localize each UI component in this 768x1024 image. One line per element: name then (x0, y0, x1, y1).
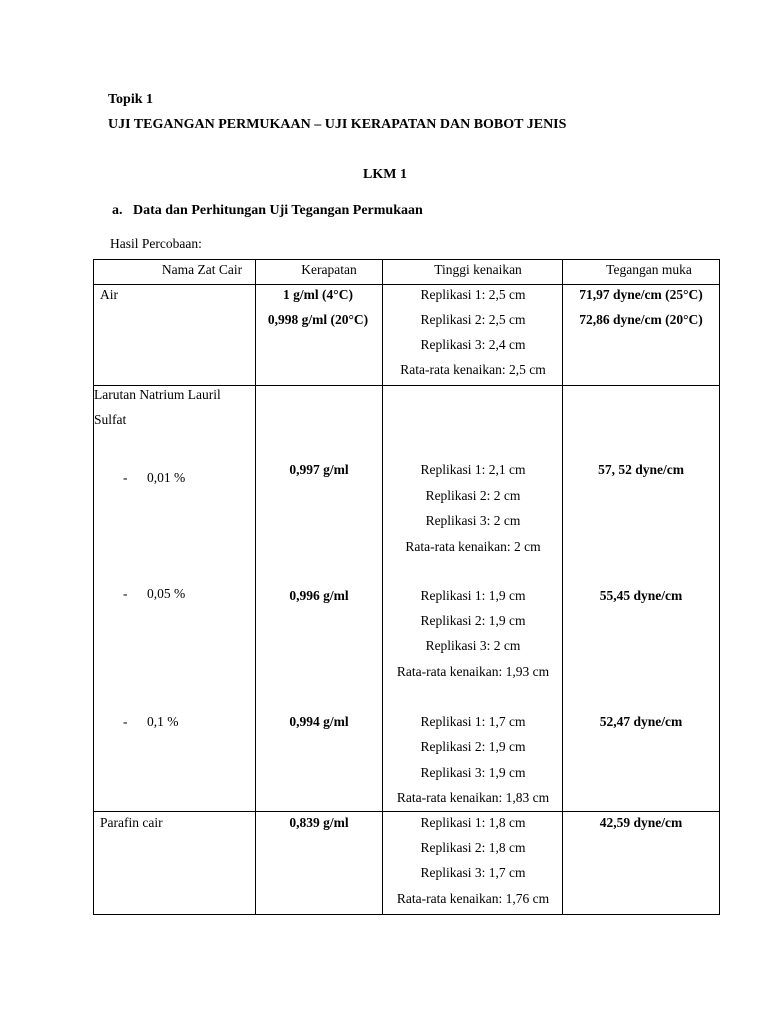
sls-height-2: Replikasi 2: 1,9 cm (420, 613, 526, 628)
air-density-1: 1 g/ml (4°C) (283, 287, 353, 302)
air-tension-2: 72,86 dyne/cm (20°C) (579, 312, 703, 327)
header-height: Tinggi kenaikan (434, 262, 522, 277)
table-column-divider (382, 259, 383, 915)
parafin-height-avg: Rata-rata kenaikan: 1,76 cm (396, 891, 550, 906)
header-density: Kerapatan (301, 262, 357, 277)
header-tension: Tegangan muka (606, 262, 692, 277)
sls-tension: 52,47 dyne/cm (599, 714, 683, 729)
lkm-title (0, 167, 768, 183)
topic-title: UJI TEGANGAN PERMUKAAN – UJI KERAPATAN DAN BOBOT JENIS (108, 117, 567, 132)
table-column-divider (255, 259, 256, 915)
sls-tension: 55,45 dyne/cm (599, 588, 683, 603)
table-border-top (93, 259, 720, 260)
table-border-left (93, 259, 94, 915)
parafin-density: 0,839 g/ml (289, 815, 349, 830)
section-heading (112, 203, 423, 219)
table-border-right (719, 259, 720, 915)
air-height-1: Replikasi 1: 2,5 cm (420, 287, 526, 302)
sls-height-avg: Rata-rata kenaikan: 1,93 cm (396, 664, 550, 679)
table-row-divider (93, 811, 720, 812)
sls-height-3: Replikasi 3: 1,9 cm (420, 765, 526, 780)
section-title: Data dan Perhitungan Uji Tegangan Permukaan (133, 203, 423, 218)
table-header-divider (93, 284, 720, 285)
sls-name-line2: Sulfat (94, 412, 127, 427)
sls-height-3: Replikasi 3: 2 cm (425, 638, 521, 653)
sls-conc: 0,1 % (147, 714, 179, 729)
sls-height-1: Replikasi 1: 2,1 cm (420, 462, 526, 477)
sls-height-avg: Rata-rata kenaikan: 1,83 cm (396, 790, 550, 805)
sls-dash: - (123, 470, 128, 485)
parafin-height-3: Replikasi 3: 1,7 cm (420, 865, 526, 880)
topic-label: Topik 1 (108, 92, 154, 107)
sls-density: 0,996 g/ml (289, 588, 349, 603)
air-height-avg: Rata-rata kenaikan: 2,5 cm (400, 362, 546, 377)
sls-conc: 0,01 % (147, 470, 186, 485)
sls-tension: 57, 52 dyne/cm (598, 462, 684, 477)
sls-name-line1: Larutan Natrium Lauril (94, 387, 221, 402)
table-column-divider (562, 259, 563, 915)
sls-height-2: Replikasi 2: 1,9 cm (420, 739, 526, 754)
parafin-tension: 42,59 dyne/cm (599, 815, 683, 830)
sls-height-3: Replikasi 3: 2 cm (425, 513, 521, 528)
sls-density: 0,997 g/ml (289, 462, 349, 477)
sls-conc: 0,05 % (147, 586, 186, 601)
sls-dash: - (123, 586, 128, 601)
sls-dash: - (123, 714, 128, 729)
air-tension-1: 71,97 dyne/cm (25°C) (579, 287, 703, 302)
parafin-name: Parafin cair (100, 815, 163, 830)
air-name: Air (100, 287, 118, 302)
header-name: Nama Zat Cair (161, 262, 243, 277)
table-border-bottom (93, 914, 720, 915)
air-density-2: 0,998 g/ml (20°C) (267, 312, 369, 327)
air-height-3: Replikasi 3: 2,4 cm (420, 337, 526, 352)
results-label: Hasil Percobaan: (110, 236, 202, 251)
air-height-2: Replikasi 2: 2,5 cm (420, 312, 526, 327)
sls-density: 0,994 g/ml (289, 714, 349, 729)
parafin-height-1: Replikasi 1: 1,8 cm (420, 815, 526, 830)
section-letter: a. (112, 203, 123, 218)
sls-height-avg: Rata-rata kenaikan: 2 cm (405, 539, 541, 554)
sls-height-1: Replikasi 1: 1,7 cm (420, 714, 526, 729)
sls-height-1: Replikasi 1: 1,9 cm (420, 588, 526, 603)
lkm-title-text: LKM 1 (363, 167, 407, 182)
parafin-height-2: Replikasi 2: 1,8 cm (420, 840, 526, 855)
sls-height-2: Replikasi 2: 2 cm (425, 488, 521, 503)
